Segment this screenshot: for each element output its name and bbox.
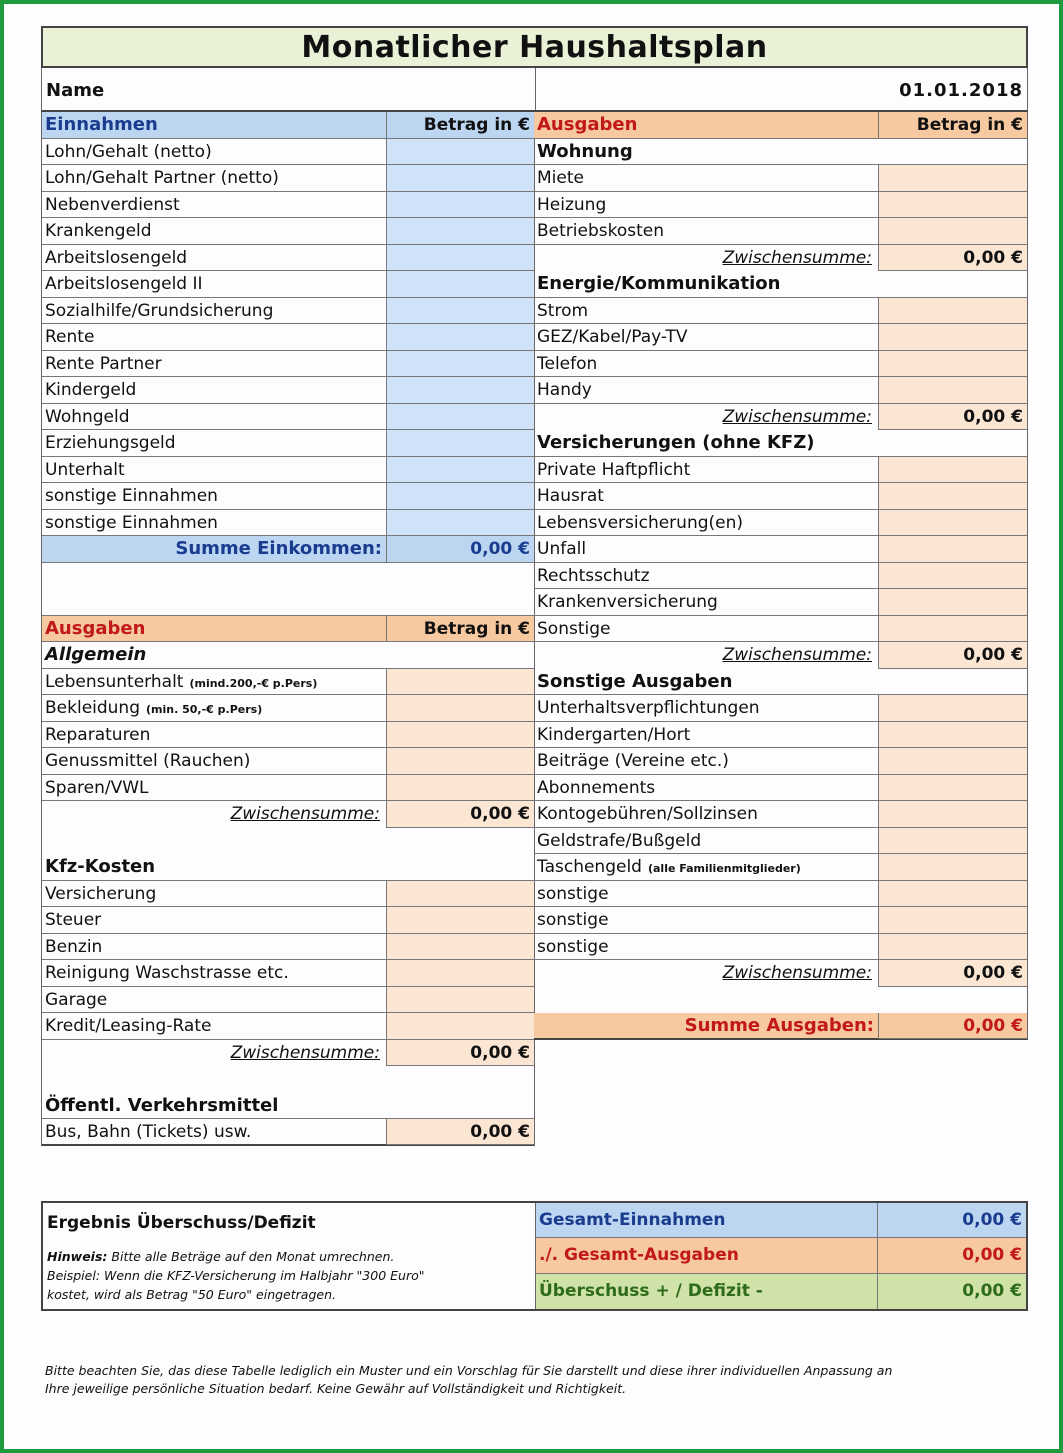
ausgaben-left-header: Ausgaben: [42, 616, 386, 642]
row-label: [534, 589, 878, 615]
row-label-text: sonstige: [537, 936, 609, 957]
row-label: [534, 457, 878, 483]
row-label-text: Rente: [45, 327, 95, 347]
table-row: [534, 828, 1027, 855]
row-label-text: Arbeitslosengeld II: [45, 274, 203, 294]
table-row: [534, 377, 1027, 404]
row-label: [42, 775, 386, 801]
row-label: [534, 748, 878, 774]
table-row: [534, 510, 1027, 537]
row-label: [42, 1013, 386, 1039]
amount-input[interactable]: [878, 695, 1027, 722]
amount-input[interactable]: [386, 934, 534, 961]
row-label-text: Sonstige: [537, 618, 611, 639]
row-label: [42, 907, 386, 933]
table-row: [534, 192, 1027, 219]
row-label: [42, 960, 386, 986]
row-label: [534, 854, 878, 880]
ausgaben-right-header-row: [534, 112, 1027, 139]
row-label-text: Wohngeld: [45, 406, 130, 427]
ausgaben-left-betrag-header: Betrag in €: [386, 616, 534, 643]
table-row: [42, 881, 534, 908]
row-label: [534, 695, 878, 721]
row-label-text: Miete: [537, 168, 584, 188]
amount-input[interactable]: [878, 536, 1027, 563]
energie-list: [534, 298, 1027, 404]
table-row: [42, 722, 534, 749]
row-note: (min. 50,-€ p.Pers): [146, 703, 263, 716]
table-row: [42, 775, 534, 802]
amount-input[interactable]: [386, 271, 534, 298]
table-row: [42, 669, 534, 696]
row-label-text: Reparaturen: [45, 724, 151, 745]
row-label: [42, 483, 386, 509]
table-row: [42, 695, 534, 722]
amount-input[interactable]: [386, 748, 534, 775]
summe-ausgaben-row: [534, 1013, 1027, 1040]
amount-input[interactable]: [386, 483, 534, 510]
row-label-text: Lohn/Gehalt (netto): [45, 141, 212, 162]
row-label-text: Strom: [537, 300, 589, 321]
amount-input[interactable]: [878, 563, 1027, 590]
row-label-text: Lebensunterhalt: [45, 671, 184, 692]
table-row: [534, 563, 1027, 590]
gesamt-ausgaben-value: 0,00 €: [877, 1238, 1026, 1272]
row-label-text: Taschengeld: [537, 857, 642, 877]
row-label: [42, 351, 386, 377]
row-label: [534, 907, 878, 933]
table-row: [534, 589, 1027, 616]
summe-einkommen-row: [42, 536, 534, 563]
amount-input[interactable]: [878, 828, 1027, 855]
row-label: [534, 616, 878, 642]
row-label-text: Benzin: [45, 936, 103, 957]
ausgaben-right-header: Ausgaben: [534, 112, 878, 138]
row-label: [42, 722, 386, 748]
amount-input[interactable]: [878, 298, 1027, 325]
amount-input[interactable]: [878, 616, 1027, 643]
row-label-text: Kredit/Leasing-Rate: [45, 1016, 212, 1036]
amount-input[interactable]: [878, 218, 1027, 245]
disclaimer-line-2: Ihre jeweilige persönliche Situation bedarf. Keine Gewähr auf Vollständigkeit und Richtigkeit.: [45, 1381, 627, 1396]
row-label-text: Kindergeld: [45, 380, 137, 400]
amount-input[interactable]: [386, 669, 534, 696]
right-column: [534, 112, 1028, 1040]
table-row: [42, 271, 534, 298]
columns: [41, 112, 1028, 1142]
row-label: [534, 722, 878, 748]
amount-input[interactable]: [386, 722, 534, 749]
wohnung-title-row: [534, 139, 1027, 166]
table-row: [42, 245, 534, 272]
row-label: [42, 165, 386, 191]
wohnung-sum-value: 0,00 €: [878, 245, 1027, 272]
row-label: [42, 298, 386, 324]
versicherungen-sum-row: [534, 642, 1027, 669]
summe-ausgaben-value: 0,00 €: [878, 1013, 1027, 1039]
row-label-text: Rente Partner: [45, 353, 162, 374]
disclaimer-line-1: Bitte beachten Sie, das diese Tabelle lediglich ein Muster und ein Vorschlag für Sie darstellt und diese ihrer individuellen Anpassung an: [45, 1363, 893, 1378]
versicherungen-title-row: [534, 430, 1027, 457]
row-note: (alle Familienmitglieder): [647, 862, 801, 875]
table-row: [534, 695, 1027, 722]
row-label: [534, 377, 878, 403]
amount-input[interactable]: [386, 165, 534, 192]
row-label-text: Bekleidung: [45, 698, 141, 718]
row-label-text: Reinigung Waschstrasse etc.: [45, 963, 289, 983]
energie-title-row: [534, 271, 1027, 298]
amount-input[interactable]: [878, 324, 1027, 351]
kfz-title-row: [42, 854, 534, 881]
allgemein-sum-row: [42, 801, 534, 828]
table-row: [534, 218, 1027, 245]
row-label: [42, 404, 386, 430]
zwischensumme-label: Zwischensumme:: [230, 1042, 380, 1063]
row-label-text: Genussmittel (Rauchen): [45, 751, 251, 771]
amount-input[interactable]: [386, 960, 534, 987]
summary-title: Ergebnis Überschuss/Defizit: [47, 1213, 316, 1233]
row-note: (mind.200,-€ p.Pers): [189, 676, 318, 690]
row-label: [534, 351, 878, 377]
energie-sum-value: 0,00 €: [878, 404, 1027, 431]
amount-input[interactable]: [386, 377, 534, 404]
wohnung-sum-row: [534, 245, 1027, 272]
einnahmen-header: Einnahmen: [42, 112, 386, 138]
row-label-text: sonstige: [537, 883, 609, 904]
row-label-text: Garage: [45, 989, 108, 1010]
row-label: [42, 695, 386, 721]
row-label: [42, 748, 386, 774]
row-label: [534, 298, 878, 324]
row-label: [534, 510, 878, 536]
amount-input[interactable]: [878, 775, 1027, 802]
table-row: [42, 483, 534, 510]
summe-einkommen-label: Summe Einkommen:: [42, 536, 386, 562]
row-label-text: Krankengeld: [45, 221, 152, 241]
ausgaben-right-betrag-header: Betrag in €: [878, 112, 1027, 139]
row-label: [534, 801, 878, 827]
oepnv-value[interactable]: 0,00 €: [386, 1119, 534, 1145]
example-line-2: kostet, wird als Betrag "50 Euro" eingetragen.: [47, 1287, 336, 1302]
row-label: [42, 192, 386, 218]
table-row: [42, 139, 534, 166]
gesamt-einnahmen-value: 0,00 €: [877, 1203, 1026, 1237]
amount-input[interactable]: [386, 510, 534, 537]
table-row: [534, 881, 1027, 908]
table-row: [534, 457, 1027, 484]
ueberschuss-row: [536, 1274, 1026, 1309]
einnahmen-list: [42, 139, 534, 537]
table-row: [534, 854, 1027, 881]
zwischensumme-label: Zwischensumme:: [230, 804, 380, 824]
table-row: [534, 324, 1027, 351]
row-label-text: Lohn/Gehalt Partner (netto): [45, 168, 279, 188]
amount-input[interactable]: [386, 298, 534, 325]
sonstige-list: [534, 695, 1027, 960]
name-date-row: [41, 68, 1028, 112]
row-label: [42, 430, 386, 456]
zwischensumme-label: Zwischensumme:: [722, 406, 872, 427]
row-label-text: Kindergarten/Hort: [537, 724, 691, 745]
betrag-header: Betrag in €: [386, 112, 534, 139]
row-label-text: sonstige Einnahmen: [45, 486, 218, 506]
row-label-text: Private Haftpflicht: [537, 459, 691, 480]
table-row: [42, 218, 534, 245]
table-row: [42, 298, 534, 325]
table-row: [534, 616, 1027, 643]
row-label-text: GEZ/Kabel/Pay-TV: [537, 327, 688, 347]
sonstige-sum-row: [534, 960, 1027, 987]
amount-input[interactable]: [878, 722, 1027, 749]
table-row: [42, 457, 534, 484]
table-row: [42, 192, 534, 219]
budget-sheet: [41, 26, 1028, 1142]
sonstige-sum-value: 0,00 €: [878, 960, 1027, 987]
oepnv-title: Öffentl. Verkehrsmittel: [45, 1094, 279, 1116]
row-label-text: Telefon: [537, 353, 598, 374]
amount-input[interactable]: [386, 218, 534, 245]
table-row: [534, 483, 1027, 510]
table-row: [42, 510, 534, 537]
amount-input[interactable]: [386, 695, 534, 722]
amount-input[interactable]: [878, 748, 1027, 775]
row-label: [42, 218, 386, 244]
row-label: [42, 987, 386, 1013]
zwischensumme-label: Zwischensumme:: [722, 645, 872, 665]
oepnv-title-row: [42, 1093, 534, 1120]
row-label-text: Kontogebühren/Sollzinsen: [537, 804, 758, 824]
row-label: [42, 669, 386, 695]
amount-input[interactable]: [386, 987, 534, 1014]
table-row: [42, 430, 534, 457]
row-label-text: Unterhalt: [45, 459, 125, 480]
table-row: [534, 722, 1027, 749]
allgemein-row: [42, 642, 534, 669]
row-label: [534, 165, 878, 191]
zwischensumme-label: Zwischensumme:: [722, 963, 872, 983]
row-label-text: Sozialhilfe/Grundsicherung: [45, 300, 274, 321]
row-label-text: Steuer: [45, 910, 102, 930]
name-label: Name: [46, 80, 105, 101]
gesamt-ausgaben-row: [536, 1238, 1026, 1273]
table-row: [42, 748, 534, 775]
table-row: [534, 775, 1027, 802]
amount-input[interactable]: [878, 934, 1027, 961]
row-label-text: Abonnements: [537, 777, 656, 798]
summary-left: [43, 1203, 536, 1309]
gesamt-einnahmen-label: Gesamt-Einnahmen: [539, 1210, 726, 1230]
left-column: [41, 112, 535, 1146]
row-label: [42, 377, 386, 403]
row-label-text: Nebenverdienst: [45, 194, 180, 215]
row-label-text: Beiträge (Vereine etc.): [537, 751, 729, 771]
amount-input[interactable]: [878, 165, 1027, 192]
row-label: [534, 483, 878, 509]
amount-input[interactable]: [386, 430, 534, 457]
amount-input[interactable]: [386, 245, 534, 272]
sonstige-title-row: [534, 669, 1027, 696]
sonstige-title: Sonstige Ausgaben: [537, 670, 733, 692]
row-label-text: Krankenversicherung: [537, 592, 718, 612]
amount-input[interactable]: [878, 510, 1027, 537]
disclaimer: [45, 1362, 1025, 1398]
row-label: [534, 775, 878, 801]
amount-input[interactable]: [386, 457, 534, 484]
einnahmen-header-row: [42, 112, 534, 139]
versicherungen-list: [534, 457, 1027, 643]
gesamt-ausgaben-label: ./. Gesamt-Ausgaben: [539, 1245, 739, 1266]
ueberschuss-label: Überschuss + / Defizit -: [539, 1280, 763, 1301]
row-label: [534, 218, 878, 244]
hint-label: Hinweis:: [47, 1249, 108, 1264]
table-row: [42, 351, 534, 378]
kfz-title: Kfz-Kosten: [45, 856, 156, 877]
oepnv-label: Bus, Bahn (Tickets) usw.: [45, 1122, 252, 1142]
energie-title: Energie/Kommunikation: [537, 273, 781, 294]
row-label-text: Erziehungsgeld: [45, 433, 176, 453]
amount-input[interactable]: [878, 351, 1027, 378]
row-label: [42, 934, 386, 960]
row-label: [42, 139, 386, 165]
amount-input[interactable]: [878, 589, 1027, 616]
row-label: [534, 881, 878, 907]
summe-einkommen-value: 0,00 €: [386, 536, 534, 563]
wohnung-list: [534, 165, 1027, 245]
amount-input[interactable]: [878, 377, 1027, 404]
amount-input[interactable]: [386, 351, 534, 378]
sheet-title: Monatlicher Haushaltsplan: [41, 26, 1028, 68]
amount-input[interactable]: [878, 801, 1027, 828]
table-row: [534, 801, 1027, 828]
versicherungen-sum-value: 0,00 €: [878, 642, 1027, 669]
ausgaben-left-header-row: [42, 616, 534, 643]
row-label-text: Rechtsschutz: [537, 565, 650, 586]
amount-input[interactable]: [878, 483, 1027, 510]
row-label: [42, 457, 386, 483]
row-label-text: Unterhaltsverpflichtungen: [537, 698, 760, 718]
row-label: [534, 192, 878, 218]
table-row: [42, 907, 534, 934]
kfz-list: [42, 881, 534, 1040]
summary-right: [536, 1203, 1026, 1309]
table-row: [42, 934, 534, 961]
row-label-text: Hausrat: [537, 486, 604, 506]
wohnung-title: Wohnung: [537, 140, 633, 162]
allgemein-sum-value: 0,00 €: [386, 801, 534, 828]
row-label-text: Geldstrafe/Bußgeld: [537, 830, 702, 851]
amount-input[interactable]: [386, 775, 534, 802]
table-row: [534, 934, 1027, 961]
row-label-text: Versicherung: [45, 883, 157, 904]
table-row: [42, 1013, 534, 1040]
row-label: [42, 881, 386, 907]
summe-ausgaben-label: Summe Ausgaben:: [534, 1013, 878, 1038]
allgemein-title: Allgemein: [45, 644, 147, 665]
row-label: [534, 934, 878, 960]
row-label: [534, 828, 878, 854]
table-row: [42, 165, 534, 192]
table-row: [42, 324, 534, 351]
amount-input[interactable]: [878, 907, 1027, 934]
summary-note: [47, 1247, 424, 1304]
amount-input[interactable]: [386, 1013, 534, 1040]
amount-input[interactable]: [386, 324, 534, 351]
table-row: [42, 960, 534, 987]
amount-input[interactable]: [386, 192, 534, 219]
summary-box: [41, 1201, 1028, 1311]
versicherungen-title: Versicherungen (ohne KFZ): [537, 432, 815, 453]
row-label: [42, 245, 386, 271]
row-label: [42, 271, 386, 297]
amount-input[interactable]: [878, 457, 1027, 484]
table-row: [42, 377, 534, 404]
hint-text: Bitte alle Beträge auf den Monat umrechnen.: [111, 1249, 395, 1264]
table-row: [534, 907, 1027, 934]
example-line-1: Beispiel: Wenn die KFZ-Versicherung im Halbjahr "300 Euro": [47, 1268, 425, 1283]
kfz-sum-row: [42, 1040, 534, 1067]
row-label-text: Sparen/VWL: [45, 777, 149, 798]
amount-input[interactable]: [386, 139, 534, 166]
row-label: [534, 324, 878, 350]
table-row: [534, 748, 1027, 775]
row-label-text: Heizung: [537, 194, 607, 215]
row-label-text: sonstige Einnahmen: [45, 512, 218, 533]
amount-input[interactable]: [386, 404, 534, 431]
amount-input[interactable]: [878, 192, 1027, 219]
energie-sum-row: [534, 404, 1027, 431]
table-row: [534, 165, 1027, 192]
table-row: [42, 987, 534, 1014]
date-value[interactable]: 01.01.2018: [899, 80, 1023, 101]
amount-input[interactable]: [878, 881, 1027, 908]
row-label: [534, 563, 878, 589]
row-label: [42, 510, 386, 536]
table-row: [534, 298, 1027, 325]
zwischensumme-label: Zwischensumme:: [722, 247, 872, 268]
table-row: [42, 404, 534, 431]
ueberschuss-value: 0,00 €: [877, 1274, 1026, 1309]
gesamt-einnahmen-row: [536, 1203, 1026, 1238]
table-row: [534, 351, 1027, 378]
amount-input[interactable]: [878, 854, 1027, 881]
row-label-text: Unfall: [537, 539, 587, 559]
row-label-text: Lebensversicherung(en): [537, 512, 744, 533]
row-label-text: sonstige: [537, 910, 609, 930]
allgemein-list: [42, 669, 534, 802]
row-label-text: Arbeitslosengeld: [45, 247, 188, 268]
row-label-text: Betriebskosten: [537, 221, 665, 241]
oepnv-row: [42, 1119, 534, 1146]
table-row: [534, 536, 1027, 563]
row-label: [42, 324, 386, 350]
row-label-text: Handy: [537, 380, 592, 400]
kfz-sum-value: 0,00 €: [386, 1040, 534, 1067]
amount-input[interactable]: [386, 881, 534, 908]
row-label: [534, 536, 878, 562]
amount-input[interactable]: [386, 907, 534, 934]
